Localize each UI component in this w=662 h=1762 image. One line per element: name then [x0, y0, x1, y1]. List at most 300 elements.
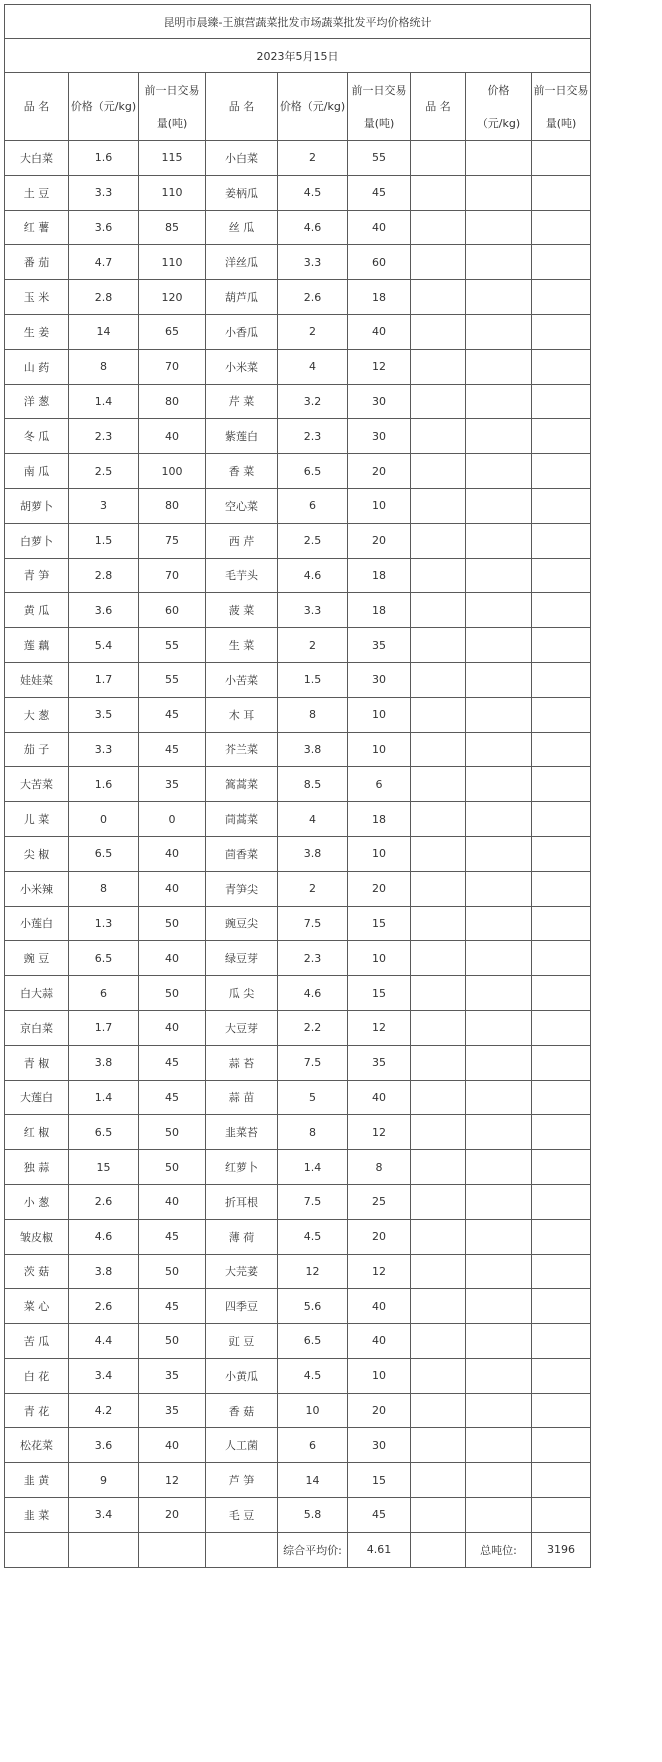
volume-cell: 20 — [139, 1498, 206, 1533]
price-cell: 3.6 — [69, 593, 139, 628]
volume-cell: 55 — [139, 662, 206, 697]
price-cell: 4.2 — [69, 1393, 139, 1428]
name-cell: 蒜 苗 — [206, 1080, 278, 1115]
volume-cell: 50 — [139, 1254, 206, 1289]
volume-cell: 110 — [139, 175, 206, 210]
table-row — [5, 836, 591, 871]
name-cell: 豌 豆 — [5, 941, 69, 976]
empty-cell — [411, 628, 466, 663]
header-price-2: 价格（元/kg) — [278, 73, 348, 141]
table-row — [5, 314, 591, 349]
volume-cell: 40 — [348, 210, 411, 245]
table-row — [5, 1150, 591, 1185]
price-cell: 4.6 — [278, 210, 348, 245]
empty-cell — [466, 871, 532, 906]
empty-cell — [532, 384, 591, 419]
price-cell: 4.5 — [278, 175, 348, 210]
volume-cell: 18 — [348, 593, 411, 628]
empty-cell — [532, 454, 591, 489]
empty-cell — [532, 175, 591, 210]
table-row — [5, 628, 591, 663]
price-cell: 3.8 — [278, 836, 348, 871]
price-cell: 5 — [278, 1080, 348, 1115]
price-cell: 9 — [69, 1463, 139, 1498]
empty-cell — [411, 349, 466, 384]
empty-cell — [466, 1254, 532, 1289]
price-cell: 4.5 — [278, 1358, 348, 1393]
empty-cell — [532, 1080, 591, 1115]
empty-cell — [532, 976, 591, 1011]
empty-cell — [466, 1463, 532, 1498]
empty-cell — [532, 1463, 591, 1498]
empty-cell — [532, 1289, 591, 1324]
name-cell: 大莲白 — [5, 1080, 69, 1115]
volume-cell: 20 — [348, 1219, 411, 1254]
price-cell: 4.5 — [278, 1219, 348, 1254]
name-cell: 生 菜 — [206, 628, 278, 663]
empty-cell — [532, 245, 591, 280]
name-cell: 韭 黄 — [5, 1463, 69, 1498]
price-cell: 2.3 — [278, 941, 348, 976]
empty-cell — [532, 349, 591, 384]
name-cell: 红 椒 — [5, 1115, 69, 1150]
price-cell: 2.2 — [278, 1010, 348, 1045]
price-cell: 3 — [69, 488, 139, 523]
volume-cell: 80 — [139, 384, 206, 419]
price-cell: 6.5 — [69, 836, 139, 871]
price-cell: 1.4 — [278, 1150, 348, 1185]
table-row — [5, 141, 591, 176]
empty-cell — [466, 1219, 532, 1254]
header-volume-2-line1: 前一日交易 — [351, 83, 407, 97]
empty-cell — [532, 1045, 591, 1080]
empty-cell — [411, 1463, 466, 1498]
name-cell: 蒜 苔 — [206, 1045, 278, 1080]
price-cell: 5.8 — [278, 1498, 348, 1533]
footer-empty-3 — [139, 1532, 206, 1567]
name-cell: 京白菜 — [5, 1010, 69, 1045]
name-cell: 大白菜 — [5, 141, 69, 176]
empty-cell — [411, 245, 466, 280]
volume-cell: 40 — [139, 419, 206, 454]
empty-cell — [532, 523, 591, 558]
price-cell: 5.4 — [69, 628, 139, 663]
table-row — [5, 384, 591, 419]
header-price: 价格（元/kg) — [69, 73, 139, 141]
price-cell: 1.5 — [278, 662, 348, 697]
volume-cell: 110 — [139, 245, 206, 280]
name-cell: 红 薯 — [5, 210, 69, 245]
price-cell: 6 — [69, 976, 139, 1011]
header-name-2: 品 名 — [206, 73, 278, 141]
volume-cell: 18 — [348, 280, 411, 315]
price-cell: 6 — [278, 488, 348, 523]
empty-cell — [411, 1219, 466, 1254]
price-cell: 1.3 — [69, 906, 139, 941]
empty-cell — [411, 1324, 466, 1359]
price-cell: 6.5 — [278, 1324, 348, 1359]
empty-cell — [411, 1254, 466, 1289]
table-row — [5, 349, 591, 384]
price-cell: 3.3 — [69, 732, 139, 767]
volume-cell: 50 — [139, 1150, 206, 1185]
empty-cell — [466, 1428, 532, 1463]
price-cell: 8 — [278, 697, 348, 732]
price-table — [4, 4, 591, 1568]
price-cell: 3.4 — [69, 1358, 139, 1393]
volume-cell: 10 — [348, 488, 411, 523]
name-cell: 茼蒿菜 — [206, 802, 278, 837]
empty-cell — [466, 697, 532, 732]
empty-cell — [466, 1393, 532, 1428]
price-cell: 1.7 — [69, 1010, 139, 1045]
table-row — [5, 210, 591, 245]
empty-cell — [466, 210, 532, 245]
name-cell: 尖 椒 — [5, 836, 69, 871]
price-cell: 8 — [69, 871, 139, 906]
name-cell: 茨 菇 — [5, 1254, 69, 1289]
table-row — [5, 941, 591, 976]
empty-cell — [466, 1358, 532, 1393]
empty-cell — [466, 836, 532, 871]
name-cell: 洋丝瓜 — [206, 245, 278, 280]
volume-cell: 45 — [139, 1080, 206, 1115]
volume-cell: 50 — [139, 1115, 206, 1150]
volume-cell: 15 — [348, 1463, 411, 1498]
empty-cell — [532, 1150, 591, 1185]
volume-cell: 15 — [348, 976, 411, 1011]
empty-cell — [466, 732, 532, 767]
empty-cell — [532, 941, 591, 976]
empty-cell — [411, 210, 466, 245]
price-cell: 2.8 — [69, 280, 139, 315]
empty-cell — [411, 1115, 466, 1150]
volume-cell: 80 — [139, 488, 206, 523]
empty-cell — [411, 175, 466, 210]
empty-cell — [411, 558, 466, 593]
table-row — [5, 1393, 591, 1428]
empty-cell — [532, 1254, 591, 1289]
table-row — [5, 488, 591, 523]
volume-cell: 55 — [348, 141, 411, 176]
name-cell: 韭菜苔 — [206, 1115, 278, 1150]
empty-cell — [532, 767, 591, 802]
empty-cell — [466, 1498, 532, 1533]
volume-cell: 65 — [139, 314, 206, 349]
table-title: 昆明市晨臻-王旗营蔬菜批发市场蔬菜批发平均价格统计 — [5, 5, 591, 39]
name-cell: 白大蒜 — [5, 976, 69, 1011]
price-cell: 14 — [69, 314, 139, 349]
empty-cell — [411, 662, 466, 697]
empty-cell — [532, 871, 591, 906]
volume-cell: 70 — [139, 349, 206, 384]
name-cell: 香 菇 — [206, 1393, 278, 1428]
empty-cell — [532, 558, 591, 593]
volume-cell: 85 — [139, 210, 206, 245]
volume-cell: 70 — [139, 558, 206, 593]
volume-cell: 10 — [348, 836, 411, 871]
volume-cell: 45 — [348, 175, 411, 210]
volume-cell: 45 — [139, 732, 206, 767]
header-volume-2-line2: 量(吨) — [363, 116, 395, 130]
price-cell: 2 — [278, 314, 348, 349]
price-cell: 12 — [278, 1254, 348, 1289]
name-cell: 姜柄瓜 — [206, 175, 278, 210]
empty-cell — [532, 1115, 591, 1150]
name-cell: 紫莲白 — [206, 419, 278, 454]
empty-cell — [466, 280, 532, 315]
name-cell: 玉 米 — [5, 280, 69, 315]
volume-cell: 30 — [348, 419, 411, 454]
empty-cell — [466, 384, 532, 419]
price-cell: 10 — [278, 1393, 348, 1428]
table-row — [5, 558, 591, 593]
price-cell: 2.6 — [69, 1289, 139, 1324]
price-cell: 1.5 — [69, 523, 139, 558]
name-cell: 山 药 — [5, 349, 69, 384]
name-cell: 芹 菜 — [206, 384, 278, 419]
price-cell: 2.5 — [69, 454, 139, 489]
table-row — [5, 175, 591, 210]
price-cell: 7.5 — [278, 1045, 348, 1080]
name-cell: 四季豆 — [206, 1289, 278, 1324]
volume-cell: 40 — [139, 1428, 206, 1463]
empty-cell — [411, 419, 466, 454]
name-cell: 莲 藕 — [5, 628, 69, 663]
empty-cell — [411, 906, 466, 941]
volume-cell: 20 — [348, 454, 411, 489]
volume-cell: 40 — [348, 1289, 411, 1324]
empty-cell — [466, 976, 532, 1011]
empty-cell — [466, 245, 532, 280]
empty-cell — [411, 1393, 466, 1428]
price-cell: 3.3 — [278, 593, 348, 628]
empty-cell — [466, 1289, 532, 1324]
empty-cell — [411, 488, 466, 523]
header-price-3: 价格（元/kg) — [466, 73, 532, 141]
empty-cell — [411, 280, 466, 315]
table-row — [5, 802, 591, 837]
price-cell: 2.8 — [69, 558, 139, 593]
price-cell: 3.8 — [69, 1045, 139, 1080]
volume-cell: 40 — [139, 836, 206, 871]
empty-cell — [532, 1428, 591, 1463]
empty-cell — [411, 523, 466, 558]
volume-cell: 18 — [348, 558, 411, 593]
empty-cell — [411, 941, 466, 976]
volume-cell: 25 — [348, 1184, 411, 1219]
volume-cell: 12 — [348, 349, 411, 384]
volume-cell: 6 — [348, 767, 411, 802]
price-cell: 3.6 — [69, 1428, 139, 1463]
price-cell: 1.6 — [69, 141, 139, 176]
table-row — [5, 1045, 591, 1080]
name-cell: 绿豆芽 — [206, 941, 278, 976]
price-cell: 4.6 — [278, 976, 348, 1011]
total-tonnage-value: 3196 — [532, 1532, 591, 1567]
volume-cell: 40 — [139, 871, 206, 906]
name-cell: 白萝卜 — [5, 523, 69, 558]
name-cell: 薄 荷 — [206, 1219, 278, 1254]
table-row — [5, 871, 591, 906]
name-cell: 黄 瓜 — [5, 593, 69, 628]
price-cell: 4.6 — [69, 1219, 139, 1254]
table-row — [5, 454, 591, 489]
empty-cell — [411, 871, 466, 906]
empty-cell — [466, 1184, 532, 1219]
volume-cell: 40 — [139, 1010, 206, 1045]
table-row — [5, 1463, 591, 1498]
table-row — [5, 906, 591, 941]
price-cell: 6.5 — [278, 454, 348, 489]
name-cell: 小米辣 — [5, 871, 69, 906]
name-cell: 木 耳 — [206, 697, 278, 732]
table-row — [5, 732, 591, 767]
empty-cell — [466, 419, 532, 454]
volume-cell: 15 — [348, 906, 411, 941]
header-name: 品 名 — [5, 73, 69, 141]
price-cell: 1.4 — [69, 1080, 139, 1115]
volume-cell: 30 — [348, 1428, 411, 1463]
empty-cell — [532, 732, 591, 767]
empty-cell — [466, 662, 532, 697]
header-volume-line2: 量(吨) — [156, 116, 188, 130]
volume-cell: 40 — [139, 941, 206, 976]
empty-cell — [466, 802, 532, 837]
empty-cell — [466, 628, 532, 663]
empty-cell — [411, 732, 466, 767]
price-cell: 1.4 — [69, 384, 139, 419]
name-cell: 葫芦瓜 — [206, 280, 278, 315]
empty-cell — [411, 384, 466, 419]
empty-cell — [532, 1184, 591, 1219]
price-cell: 3.5 — [69, 697, 139, 732]
name-cell: 小白菜 — [206, 141, 278, 176]
footer-empty-4 — [206, 1532, 278, 1567]
name-cell: 茴香菜 — [206, 836, 278, 871]
table-row — [5, 419, 591, 454]
volume-cell: 10 — [348, 941, 411, 976]
table-row — [5, 1428, 591, 1463]
volume-cell: 45 — [139, 697, 206, 732]
name-cell: 苦 瓜 — [5, 1324, 69, 1359]
name-cell: 大苦菜 — [5, 767, 69, 802]
volume-cell: 100 — [139, 454, 206, 489]
empty-cell — [466, 523, 532, 558]
name-cell: 青 花 — [5, 1393, 69, 1428]
header-name-3: 品 名 — [411, 73, 466, 141]
empty-cell — [411, 141, 466, 176]
name-cell: 豇 豆 — [206, 1324, 278, 1359]
name-cell: 青 笋 — [5, 558, 69, 593]
empty-cell — [466, 558, 532, 593]
price-cell: 6 — [278, 1428, 348, 1463]
avg-price-value: 4.61 — [348, 1532, 411, 1567]
empty-cell — [411, 314, 466, 349]
name-cell: 丝 瓜 — [206, 210, 278, 245]
table-row — [5, 767, 591, 802]
empty-cell — [466, 1115, 532, 1150]
name-cell: 松花菜 — [5, 1428, 69, 1463]
empty-cell — [532, 280, 591, 315]
price-cell: 1.7 — [69, 662, 139, 697]
name-cell: 南 瓜 — [5, 454, 69, 489]
empty-cell — [466, 1150, 532, 1185]
header-volume-3-line1: 前一日交易 — [533, 83, 589, 97]
name-cell: 红萝卜 — [206, 1150, 278, 1185]
empty-cell — [532, 314, 591, 349]
empty-cell — [532, 697, 591, 732]
price-cell: 8 — [69, 349, 139, 384]
volume-cell: 30 — [348, 384, 411, 419]
name-cell: 芦 笋 — [206, 1463, 278, 1498]
name-cell: 小香瓜 — [206, 314, 278, 349]
name-cell: 篙蒿菜 — [206, 767, 278, 802]
name-cell: 洋 葱 — [5, 384, 69, 419]
name-cell: 大 葱 — [5, 697, 69, 732]
empty-cell — [532, 662, 591, 697]
volume-cell: 40 — [348, 1324, 411, 1359]
header-volume-2 — [348, 73, 411, 141]
volume-cell: 20 — [348, 523, 411, 558]
avg-price-label: 综合平均价: — [278, 1532, 348, 1567]
name-cell: 菜 心 — [5, 1289, 69, 1324]
table-row — [5, 1254, 591, 1289]
empty-cell — [411, 836, 466, 871]
empty-cell — [411, 1498, 466, 1533]
volume-cell: 55 — [139, 628, 206, 663]
empty-cell — [466, 767, 532, 802]
empty-cell — [466, 906, 532, 941]
empty-cell — [532, 210, 591, 245]
price-cell: 3.4 — [69, 1498, 139, 1533]
empty-cell — [532, 141, 591, 176]
footer-empty-2 — [69, 1532, 139, 1567]
name-cell: 菠 菜 — [206, 593, 278, 628]
volume-cell: 50 — [139, 1324, 206, 1359]
price-cell: 7.5 — [278, 1184, 348, 1219]
table-row — [5, 1289, 591, 1324]
empty-cell — [466, 488, 532, 523]
price-cell: 15 — [69, 1150, 139, 1185]
table-row — [5, 1219, 591, 1254]
name-cell: 青笋尖 — [206, 871, 278, 906]
volume-cell: 20 — [348, 1393, 411, 1428]
volume-cell: 10 — [348, 1358, 411, 1393]
empty-cell — [466, 314, 532, 349]
volume-cell: 60 — [139, 593, 206, 628]
empty-cell — [411, 593, 466, 628]
empty-cell — [532, 1324, 591, 1359]
name-cell: 瓜 尖 — [206, 976, 278, 1011]
header-volume — [139, 73, 206, 141]
name-cell: 青 椒 — [5, 1045, 69, 1080]
price-cell: 2.6 — [69, 1184, 139, 1219]
name-cell: 茄 子 — [5, 732, 69, 767]
name-cell: 香 菜 — [206, 454, 278, 489]
name-cell: 大豆芽 — [206, 1010, 278, 1045]
empty-cell — [411, 1045, 466, 1080]
volume-cell: 120 — [139, 280, 206, 315]
empty-cell — [411, 976, 466, 1011]
table-row — [5, 523, 591, 558]
volume-cell: 10 — [348, 732, 411, 767]
volume-cell: 60 — [348, 245, 411, 280]
empty-cell — [466, 1080, 532, 1115]
table-row — [5, 593, 591, 628]
empty-cell — [411, 1010, 466, 1045]
footer-empty-1 — [5, 1532, 69, 1567]
